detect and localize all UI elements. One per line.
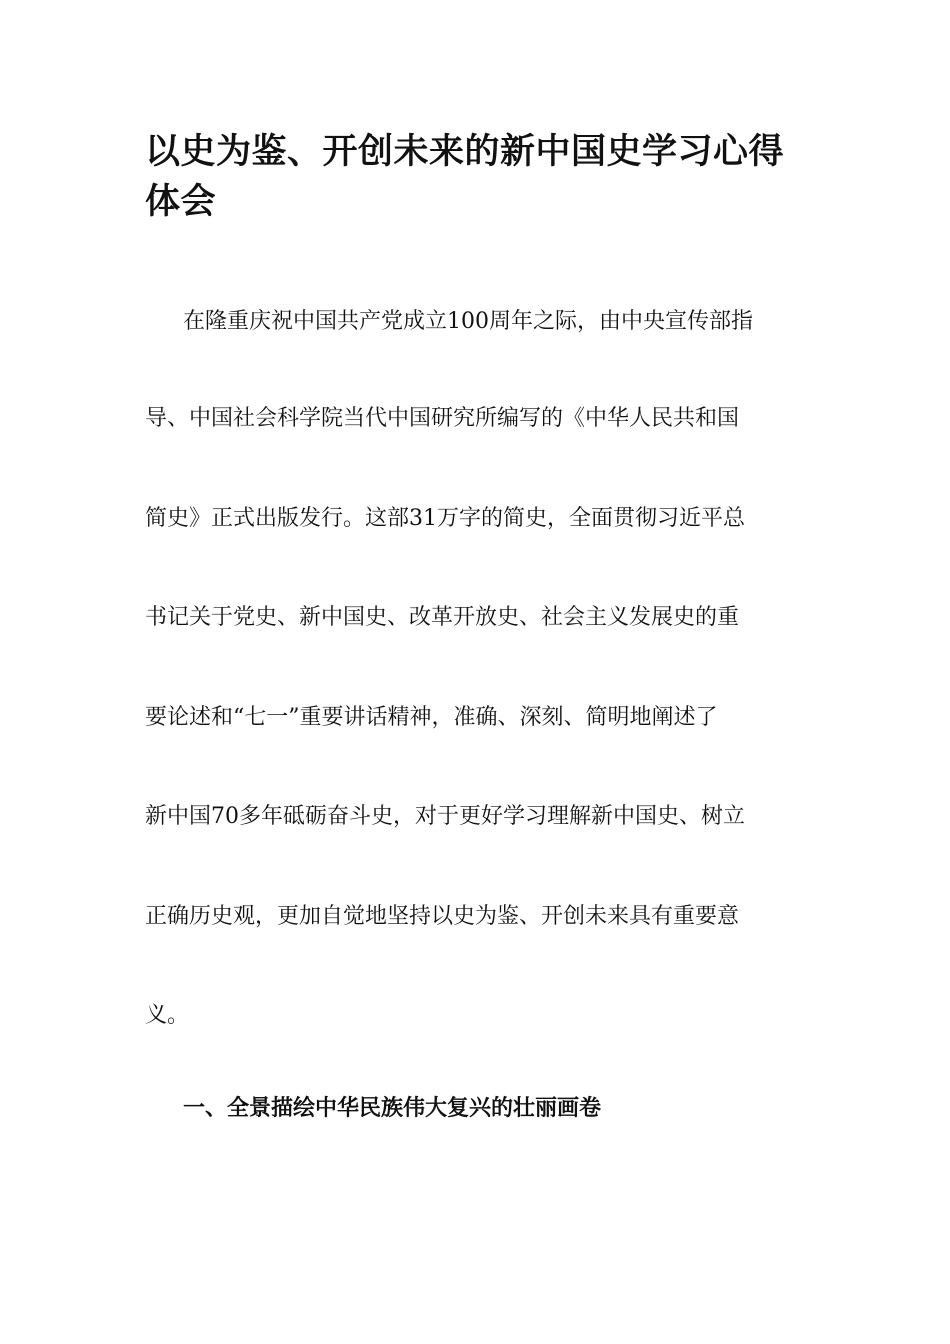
- paragraph-line-5: 要论述和“七一”重要讲话精神，准确、深刻、简明地阐述了: [145, 705, 718, 730]
- paragraph-line-2: 导、中国社会科学院当代中国研究所编写的《中华人民共和国: [145, 406, 740, 431]
- paragraph-line-6: 新中国70多年砥砺奋斗史，对于更好学习理解新中国史、树立: [145, 804, 745, 829]
- paragraph-line-4: 书记关于党史、新中国史、改革开放史、社会主义发展史的重: [145, 605, 740, 630]
- paragraph-line-3: 简史》正式出版发行。这部31万字的简史，全面贯彻习近平总: [145, 506, 745, 531]
- section-heading: 一、全景描绘中华民族伟大复兴的壮丽画卷: [183, 1096, 602, 1121]
- paragraph-line-1: 在隆重庆祝中国共产党成立100周年之际，由中央宣传部指: [183, 309, 753, 334]
- paragraph-line-8: 义。: [145, 1003, 190, 1028]
- paragraph-line-7: 正确历史观，更加自觉地坚持以史为鉴、开创未来具有重要意: [145, 904, 740, 929]
- document-title: 以史为鉴、开创未来的新中国史学习心得体会: [145, 132, 785, 222]
